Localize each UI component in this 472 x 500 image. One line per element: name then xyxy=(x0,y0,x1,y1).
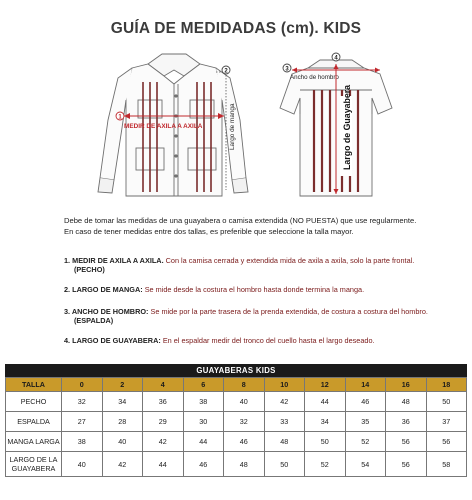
table-cell: 50 xyxy=(264,452,305,477)
medir-axila-label: MEDIR DE AXILA A AXILA xyxy=(124,123,203,130)
table-cell: 37 xyxy=(426,412,467,432)
header-talla: TALLA xyxy=(6,378,62,392)
size-header-row xyxy=(6,378,467,392)
table-cell: 46 xyxy=(224,432,265,452)
table-cell: 46 xyxy=(183,452,224,477)
size-header: 0 xyxy=(62,378,103,392)
instruction-1-label: 1. MEDIR DE AXILA A AXILA. xyxy=(64,256,164,265)
instruction-2 xyxy=(64,285,464,294)
size-header: 12 xyxy=(305,378,346,392)
row-label: MANGA LARGA xyxy=(6,432,62,452)
table-cell: 58 xyxy=(426,452,467,477)
marker-2-label: 2 xyxy=(224,68,228,75)
table-cell: 42 xyxy=(102,452,143,477)
note-line-1: Debe de tomar las medidas de una guayabera o camisa extendida (NO PUESTA) que use regularmente. xyxy=(64,216,417,225)
table-row xyxy=(6,432,467,452)
table-cell: 40 xyxy=(102,432,143,452)
table-cell: 42 xyxy=(143,432,184,452)
table-cell: 50 xyxy=(305,432,346,452)
size-header: 18 xyxy=(426,378,467,392)
table-cell: 32 xyxy=(224,412,265,432)
size-header: 16 xyxy=(386,378,427,392)
note-line-2: En caso de tener medidas entre dos tallas, es preferible que seleccione la talla mayor. xyxy=(64,226,354,236)
marker-4-label: 4 xyxy=(334,55,338,62)
table-cell: 56 xyxy=(386,432,427,452)
table-cell: 44 xyxy=(183,432,224,452)
largo-guayabera-label: Largo de Guayabera xyxy=(342,84,352,170)
instruction-1-sub: (PECHO) xyxy=(74,265,105,275)
table-cell: 34 xyxy=(305,412,346,432)
table-cell: 27 xyxy=(62,412,103,432)
instruction-2-label: 2. LARGO DE MANGA: xyxy=(64,285,143,294)
instruction-3-sub: (ESPALDA) xyxy=(74,316,114,326)
table-cell: 48 xyxy=(224,452,265,477)
instruction-1-desc: Con la camisa cerrada y extendida mida de axila a axila, solo la parte frontal. xyxy=(165,256,415,265)
instruction-4 xyxy=(64,336,464,345)
table-cell: 38 xyxy=(62,432,103,452)
table-cell: 52 xyxy=(345,432,386,452)
size-table xyxy=(5,364,467,477)
table-cell: 54 xyxy=(345,452,386,477)
instruction-3-desc: Se mide por la parte trasera de la prenda extendida, de costura a costura del hombro. xyxy=(150,307,428,316)
table-cell: 42 xyxy=(264,392,305,412)
row-label: LARGO DE LA GUAYABERA xyxy=(6,452,62,477)
size-header: 4 xyxy=(143,378,184,392)
table-cell: 44 xyxy=(143,452,184,477)
table-cell: 36 xyxy=(143,392,184,412)
size-header: 8 xyxy=(224,378,265,392)
size-header: 14 xyxy=(345,378,386,392)
table-cell: 48 xyxy=(386,392,427,412)
table-cell: 50 xyxy=(426,392,467,412)
table-cell: 56 xyxy=(426,432,467,452)
largo-manga-label: Largo de manga xyxy=(229,103,236,150)
table-cell: 56 xyxy=(386,452,427,477)
table-cell: 32 xyxy=(62,392,103,412)
size-header: 6 xyxy=(183,378,224,392)
page-title: GUÍA DE MEDIDADAS (cm). KIDS xyxy=(110,20,362,37)
instruction-3 xyxy=(64,307,464,326)
table-cell: 36 xyxy=(386,412,427,432)
table-cell: 30 xyxy=(183,412,224,432)
table-cell: 44 xyxy=(305,392,346,412)
table-cell: 28 xyxy=(102,412,143,432)
table-cell: 48 xyxy=(264,432,305,452)
shirt-illustrations xyxy=(0,0,472,212)
instruction-3-label: 3. ANCHO DE HOMBRO: xyxy=(64,307,149,316)
table-cell: 38 xyxy=(183,392,224,412)
table-row xyxy=(6,452,467,477)
size-header: 10 xyxy=(264,378,305,392)
size-table-grid xyxy=(5,377,467,477)
marker-3-label: 3 xyxy=(285,66,289,73)
size-table-title: GUAYABERAS KIDS xyxy=(5,364,467,377)
table-cell: 29 xyxy=(143,412,184,432)
row-label: ESPALDA xyxy=(6,412,62,432)
table-row xyxy=(6,392,467,412)
table-cell: 40 xyxy=(224,392,265,412)
row-label: PECHO xyxy=(6,392,62,412)
instructions-note xyxy=(64,216,464,237)
instruction-4-desc: En el espaldar medir del tronco del cuello hasta el largo deseado. xyxy=(162,336,375,345)
table-cell: 52 xyxy=(305,452,346,477)
table-cell: 40 xyxy=(62,452,103,477)
table-cell: 46 xyxy=(345,392,386,412)
size-header: 2 xyxy=(102,378,143,392)
ancho-hombro-label: Ancho de hombro xyxy=(290,74,339,81)
instruction-1 xyxy=(64,256,464,275)
marker-1-label: 1 xyxy=(118,114,122,121)
table-cell: 33 xyxy=(264,412,305,432)
instruction-2-desc: Se mide desde la costura el hombro hasta donde termina la manga. xyxy=(144,285,365,294)
table-cell: 35 xyxy=(345,412,386,432)
instruction-4-label: 4. LARGO DE GUAYABERA: xyxy=(64,336,161,345)
table-cell: 34 xyxy=(102,392,143,412)
table-row xyxy=(6,412,467,432)
